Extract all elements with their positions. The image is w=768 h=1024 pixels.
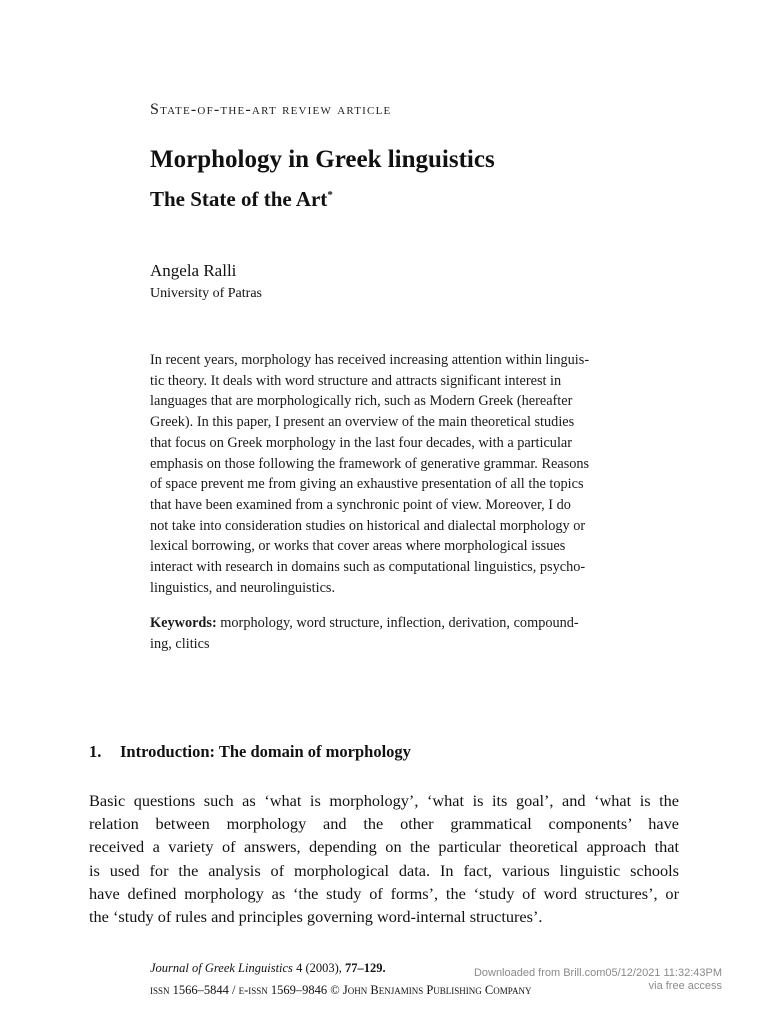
abstract-line: languages that are morphologically rich, such as Modern Greek (hereafter: [150, 393, 573, 410]
article-title: Morphology in Greek linguistics: [150, 146, 495, 173]
abstract-line: of space prevent me from giving an exhaustive presentation of all the topics: [150, 476, 584, 493]
subtitle-text: The State of the Art: [150, 187, 328, 211]
keywords-text: morphology, word structure, inflection, derivation, compound-: [216, 615, 579, 631]
keywords-line: [150, 613, 670, 634]
watermark-line: via free access: [648, 980, 722, 992]
body-line: the ‘study of rules and principles governing word-internal structures’.: [89, 907, 543, 927]
abstract-line: emphasis on those following the framework of generative grammar. Reasons: [150, 455, 590, 472]
issn-line: issn 1566–5844 / e-issn 1569–9846 © John Benjamins Publishing Company: [150, 983, 532, 997]
body-line: is used for the analysis of morphological data. In fact, various linguistic schools: [89, 860, 679, 880]
body-line: relation between morphology and the other grammatical components’ have: [89, 814, 679, 834]
article-subtitle: [150, 187, 333, 212]
keywords: [150, 613, 670, 654]
section-title: Introduction: The domain of morphology: [120, 742, 411, 761]
body-line: have defined morphology as ‘the study of forms’, the ‘study of word structures’, or: [89, 883, 679, 903]
author-affiliation: University of Patras: [150, 286, 262, 301]
abstract-line: not take into consideration studies on historical and dialectal morphology or: [150, 517, 586, 534]
body-line: received a variety of answers, depending on the particular theoretical approach that: [89, 837, 679, 857]
keywords-line: ing, clitics: [150, 635, 210, 652]
section-heading: [89, 742, 411, 762]
article-type-label: State-of-the-art review article: [150, 101, 392, 118]
abstract: [150, 350, 670, 598]
journal-pages: 77–129.: [345, 961, 386, 975]
author-name: Angela Ralli: [150, 261, 237, 280]
body-paragraph: [89, 789, 679, 928]
journal-volume: 4 (2003),: [292, 961, 346, 975]
abstract-line: interact with research in domains such as computational linguistics, psycho-: [150, 559, 586, 576]
footnote-mark: *: [327, 189, 333, 201]
abstract-line: that focus on Greek morphology in the last four decades, with a particular: [150, 434, 573, 451]
abstract-line: lexical borrowing, or works that cover areas where morphological issues: [150, 538, 566, 555]
abstract-line: tic theory. It deals with word structure and attracts significant interest in: [150, 372, 562, 389]
abstract-line: In recent years, morphology has received increasing attention within linguis-: [150, 352, 590, 368]
watermark-line: Downloaded from Brill.com05/12/2021 11:32:43PM: [473, 967, 722, 979]
body-line: Basic questions such as ‘what is morphology’, ‘what is its goal’, and ‘what is the: [89, 791, 679, 810]
keywords-label: Keywords:: [150, 615, 217, 631]
abstract-line: linguistics, and neurolinguistics.: [150, 579, 336, 596]
abstract-line: that have been examined from a synchronic point of view. Moreover, I do: [150, 496, 571, 513]
abstract-line: Greek). In this paper, I present an overview of the main theoretical studies: [150, 414, 575, 431]
download-watermark: [474, 967, 722, 993]
section-number: 1.: [89, 742, 102, 761]
journal-name: Journal of Greek Linguistics: [150, 961, 293, 975]
